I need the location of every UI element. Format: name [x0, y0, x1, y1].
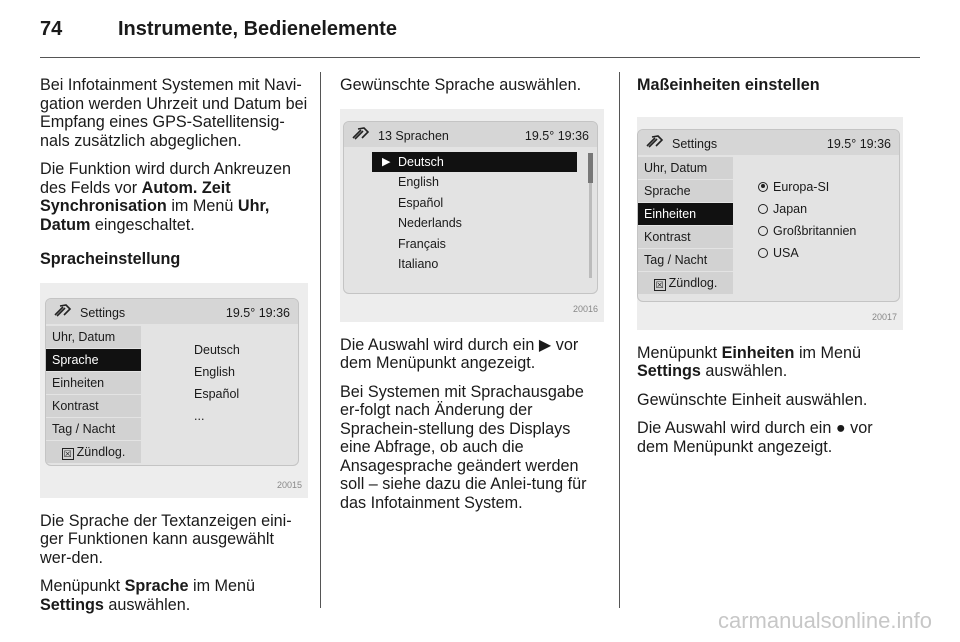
unit-option[interactable] [758, 220, 856, 242]
option-item[interactable]: Español [194, 386, 240, 401]
term-units: Einheiten [721, 343, 795, 362]
text-segment: im Menü [794, 343, 862, 362]
language-item[interactable]: Italiano [398, 257, 439, 271]
unit-option[interactable] [758, 242, 856, 264]
radio-empty-icon [758, 204, 768, 214]
text-segment: auswählen. [700, 362, 788, 380]
menu-item-ignition[interactable] [638, 272, 733, 294]
column-separator-2 [619, 72, 620, 608]
screen-title: Settings [672, 136, 718, 151]
term-settings: Settings [40, 595, 104, 614]
option-item: ... [194, 408, 205, 423]
unit-options [758, 176, 856, 264]
menu-item-contrast[interactable]: Kontrast [46, 395, 141, 417]
checkbox-icon: ☒ [655, 279, 664, 290]
language-item[interactable]: English [398, 175, 439, 189]
screen-title-bar [344, 122, 597, 147]
figure-number: 20017 [871, 312, 897, 322]
screen-status: 19.5° 19:36 [524, 128, 589, 143]
settings-menu [638, 157, 733, 301]
page-number: 74 [40, 18, 63, 40]
screen-title: Settings [80, 305, 126, 320]
text-segment: vor dem Menüpunkt angezeigt. [340, 335, 579, 372]
display-screen [343, 121, 598, 294]
selection-arrow-icon: ▶ [382, 155, 391, 168]
display-screen [45, 298, 299, 466]
settings-wrench-icon [646, 134, 664, 154]
language-item[interactable]: Español [398, 195, 444, 210]
figure-number: 20015 [276, 480, 302, 490]
header-rule [40, 57, 920, 58]
text-segment: Die Auswahl wird durch ein [340, 335, 539, 354]
term-settings: Settings [637, 362, 701, 380]
watermark: carmanualsonline.info [717, 608, 932, 633]
radio-selected-icon [758, 182, 768, 192]
unit-option[interactable] [758, 198, 856, 220]
menu-item-units[interactable]: Einheiten [638, 203, 733, 225]
screen-status: 19.5° 19:36 [826, 136, 891, 151]
paragraph-select-units-menu [637, 344, 903, 381]
unit-label: Japan [773, 201, 808, 216]
unit-option-selected[interactable] [758, 176, 856, 198]
settings-wrench-icon [54, 303, 72, 323]
figure-settings-language [40, 283, 308, 498]
menu-item-units[interactable]: Einheiten [46, 372, 141, 394]
text-segment: im Menü [188, 577, 256, 595]
page-title: Instrumente, Bedienelemente [118, 18, 397, 40]
column-separator-1 [320, 72, 321, 608]
paragraph-dot-marker [637, 419, 903, 456]
figure-language-list [340, 109, 604, 322]
menu-item-clock-date[interactable]: Uhr, Datum [46, 326, 141, 348]
paragraph-arrow-marker [340, 336, 604, 373]
option-item[interactable]: English [194, 364, 235, 379]
radio-empty-icon [758, 248, 768, 258]
arrow-symbol-icon: ▶ [538, 335, 552, 354]
option-item[interactable]: Deutsch [194, 342, 240, 357]
text-segment: im Menü [166, 197, 238, 215]
paragraph-text-language: Die Sprache der Textanzeigen eini-ger Funktionen kann ausgewählt wer-den. [40, 511, 292, 567]
figure-number: 20016 [572, 304, 598, 314]
text-segment: Menüpunkt [40, 577, 125, 595]
paragraph-voice-output: Bei Systemen mit Sprachausgabe er-folgt nach Änderung der Sprachein-stellung des Displays eine Abfrage, ob auch die Ansagesprache geändert werden soll – siehe dazu die Anlei-tung für das Infotainment System. [340, 382, 587, 512]
scrollbar-thumb[interactable] [588, 153, 593, 183]
unit-label: Großbritannien [773, 223, 857, 238]
language-label: Deutsch [398, 154, 444, 169]
unit-label: Europa-SI [773, 179, 830, 194]
settings-menu [46, 326, 141, 465]
paragraph-choose-unit: Gewünschte Einheit auswählen. [637, 390, 868, 409]
menu-item-language[interactable]: Sprache [46, 349, 141, 371]
figure-settings-units [637, 117, 903, 330]
language-item[interactable]: Français [398, 236, 446, 251]
language-options [194, 339, 240, 427]
column-2 [340, 76, 604, 522]
language-item-selected[interactable] [372, 152, 577, 173]
column-3 [637, 76, 903, 466]
menu-item-day-night[interactable]: Tag / Nacht [638, 249, 733, 271]
unit-label: USA [773, 245, 799, 260]
screen-status: 19.5° 19:36 [225, 305, 290, 320]
screen-title-bar [46, 299, 298, 324]
text-segment: Menüpunkt [637, 343, 722, 362]
term-language: Sprache [124, 577, 189, 595]
settings-wrench-icon [352, 126, 370, 146]
text-segment: auswählen. [103, 595, 191, 614]
dot-symbol-icon: ● [835, 419, 846, 437]
display-screen [637, 129, 900, 302]
menu-item-ignition[interactable] [46, 441, 141, 463]
screen-title-bar [638, 130, 899, 155]
checkbox-icon: ☒ [63, 448, 72, 459]
paragraph-select-menu [40, 577, 308, 614]
menu-item-language[interactable]: Sprache [638, 180, 733, 202]
screen-title: 13 Sprachen [378, 128, 449, 143]
text-segment: vor dem Menüpunkt angezeigt. [637, 419, 873, 456]
menu-item-clock-date[interactable]: Uhr, Datum [638, 157, 733, 179]
section-heading-language: Spracheinstellung [40, 250, 181, 268]
menu-item-ignition-label: Zündlog. [76, 444, 126, 459]
term-clock-date: Uhr, Datum [40, 197, 270, 234]
paragraph-gps-sync: Bei Infotainment Systemen mit Navi-gation werden Uhrzeit und Datum bei Empfang eines GPS-Satellitensig-nals zusätzlich abgeglichen. [40, 76, 308, 150]
term-auto-time-sync: Autom. Zeit Synchronisation [40, 178, 231, 215]
language-list [372, 152, 591, 275]
paragraph-choose-language: Gewünschte Sprache auswählen. [340, 76, 582, 94]
menu-item-day-night[interactable]: Tag / Nacht [46, 418, 141, 440]
menu-item-contrast[interactable]: Kontrast [638, 226, 733, 248]
text-segment: Die Auswahl wird durch ein [637, 419, 836, 437]
section-heading-units: Maßeinheiten einstellen [637, 76, 820, 94]
paragraph-auto-time [40, 160, 308, 234]
radio-empty-icon [758, 226, 768, 236]
text-segment: Die Funktion wird durch Ankreuzen des Felds vor [40, 160, 292, 197]
language-item[interactable]: Nederlands [398, 216, 462, 230]
text-segment: eingeschaltet. [90, 215, 195, 234]
column-1 [40, 76, 308, 624]
menu-item-ignition-label: Zündlog. [668, 275, 718, 290]
